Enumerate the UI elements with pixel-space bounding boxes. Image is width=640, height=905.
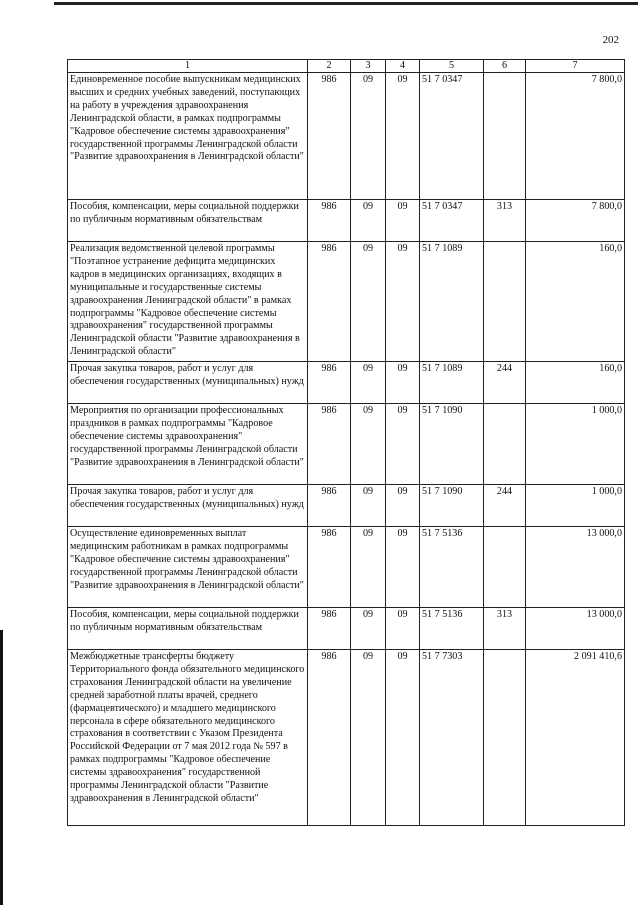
cell-expense-type (484, 242, 526, 362)
cell-admin-code: 986 (308, 200, 351, 242)
cell-subsection: 09 (386, 200, 420, 242)
row-description: Пособия, компенсации, меры социальной поддержки по публичным нормативным обязательствам (68, 608, 308, 650)
cell-admin-code: 986 (308, 404, 351, 485)
cell-expense-type: 244 (484, 362, 526, 404)
row-description: Единовременное пособие выпускникам медицинских высших и средних учебных заведений, поступающих на работу в учреждения здравоохранения Ленинградской области, в рамках подпрограммы "Кадровое обеспечение системы здравоохранения" государственной программы Ленинградской области "Развитие здравоохранения в Ленинградской области" (68, 73, 308, 200)
top-rule (54, 2, 638, 5)
table-row (68, 608, 625, 650)
cell-expense-type (484, 73, 526, 200)
cell-admin-code: 986 (308, 527, 351, 608)
scan-edge-mark (0, 630, 3, 905)
cell-amount: 7 800,0 (526, 73, 625, 200)
cell-admin-code: 986 (308, 485, 351, 527)
cell-section: 09 (351, 242, 386, 362)
cell-amount: 1 000,0 (526, 404, 625, 485)
cell-admin-code: 986 (308, 608, 351, 650)
column-header-5: 5 (420, 60, 484, 73)
cell-expense-type: 313 (484, 200, 526, 242)
cell-section: 09 (351, 608, 386, 650)
cell-target-article: 51 7 1089 (420, 242, 484, 362)
cell-subsection: 09 (386, 242, 420, 362)
cell-expense-type (484, 527, 526, 608)
column-header-1: 1 (68, 60, 308, 73)
column-header-4: 4 (386, 60, 420, 73)
table-row (68, 362, 625, 404)
column-header-7: 7 (526, 60, 625, 73)
cell-section: 09 (351, 200, 386, 242)
budget-table (67, 59, 625, 826)
cell-target-article: 51 7 0347 (420, 73, 484, 200)
cell-admin-code: 986 (308, 650, 351, 826)
table-row (68, 650, 625, 826)
cell-target-article: 51 7 1090 (420, 485, 484, 527)
table-row (68, 73, 625, 200)
cell-target-article: 51 7 5136 (420, 608, 484, 650)
row-description: Прочая закупка товаров, работ и услуг для обеспечения государственных (муниципальных) нужд (68, 485, 308, 527)
cell-section: 09 (351, 73, 386, 200)
cell-admin-code: 986 (308, 73, 351, 200)
cell-amount: 13 000,0 (526, 608, 625, 650)
column-header-3: 3 (351, 60, 386, 73)
cell-amount: 1 000,0 (526, 485, 625, 527)
row-description: Пособия, компенсации, меры социальной поддержки по публичным нормативным обязательствам (68, 200, 308, 242)
cell-subsection: 09 (386, 650, 420, 826)
cell-target-article: 51 7 5136 (420, 527, 484, 608)
row-description: Прочая закупка товаров, работ и услуг для обеспечения государственных (муниципальных) нужд (68, 362, 308, 404)
cell-expense-type: 244 (484, 485, 526, 527)
cell-amount: 160,0 (526, 242, 625, 362)
cell-target-article: 51 7 7303 (420, 650, 484, 826)
cell-target-article: 51 7 1089 (420, 362, 484, 404)
cell-subsection: 09 (386, 73, 420, 200)
page-number: 202 (602, 34, 619, 46)
table-row (68, 242, 625, 362)
cell-subsection: 09 (386, 527, 420, 608)
row-description: Межбюджетные трансферты бюджету Территориального фонда обязательного медицинского страхования Ленинградской области на увеличение средней заработной платы врачей, среднего (фармацевтического) и младшего медицинского персонала в сфере обязательного медицинского страхования в соответствии с Указом Президента Российской Федерации от 7 мая 2012 года № 597 в рамках подпрограммы "Кадровое обеспечение системы здравоохранения" государственной программы Ленинградской области "Развитие здравоохранения в Ленинградской области" (68, 650, 308, 826)
cell-target-article: 51 7 1090 (420, 404, 484, 485)
table-header-row (68, 60, 625, 73)
cell-admin-code: 986 (308, 242, 351, 362)
cell-expense-type: 313 (484, 608, 526, 650)
table-row (68, 404, 625, 485)
cell-amount: 2 091 410,6 (526, 650, 625, 826)
cell-subsection: 09 (386, 608, 420, 650)
cell-section: 09 (351, 362, 386, 404)
row-description: Реализация ведомственной целевой программы "Поэтапное устранение дефицита медицинских кадров в медицинских организациях, входящих в муниципальные и государственные системы здравоохранения Ленинградской области" в рамках подпрограммы "Кадровое обеспечение системы здравоохранения" государственной программы Ленинградской области "Развитие здравоохранения в Ленинградской области" (68, 242, 308, 362)
cell-amount: 7 800,0 (526, 200, 625, 242)
cell-subsection: 09 (386, 404, 420, 485)
column-header-6: 6 (484, 60, 526, 73)
column-header-2: 2 (308, 60, 351, 73)
table-row (68, 200, 625, 242)
cell-expense-type (484, 404, 526, 485)
cell-amount: 160,0 (526, 362, 625, 404)
row-description: Мероприятия по организации профессиональных праздников в рамках подпрограммы "Кадровое обеспечение системы здравоохранения" государственной программы Ленинградской области "Развитие здравоохранения в Ленинградской области" (68, 404, 308, 485)
table-row (68, 527, 625, 608)
cell-admin-code: 986 (308, 362, 351, 404)
cell-section: 09 (351, 485, 386, 527)
cell-target-article: 51 7 0347 (420, 200, 484, 242)
cell-subsection: 09 (386, 362, 420, 404)
cell-amount: 13 000,0 (526, 527, 625, 608)
table-row (68, 485, 625, 527)
cell-expense-type (484, 650, 526, 826)
cell-section: 09 (351, 404, 386, 485)
cell-section: 09 (351, 650, 386, 826)
row-description: Осуществление единовременных выплат медицинским работникам в рамках подпрограммы "Кадровое обеспечение системы здравоохранения" государственной программы Ленинградской области "Развитие здравоохранения в Ленинградской области" (68, 527, 308, 608)
cell-section: 09 (351, 527, 386, 608)
cell-subsection: 09 (386, 485, 420, 527)
